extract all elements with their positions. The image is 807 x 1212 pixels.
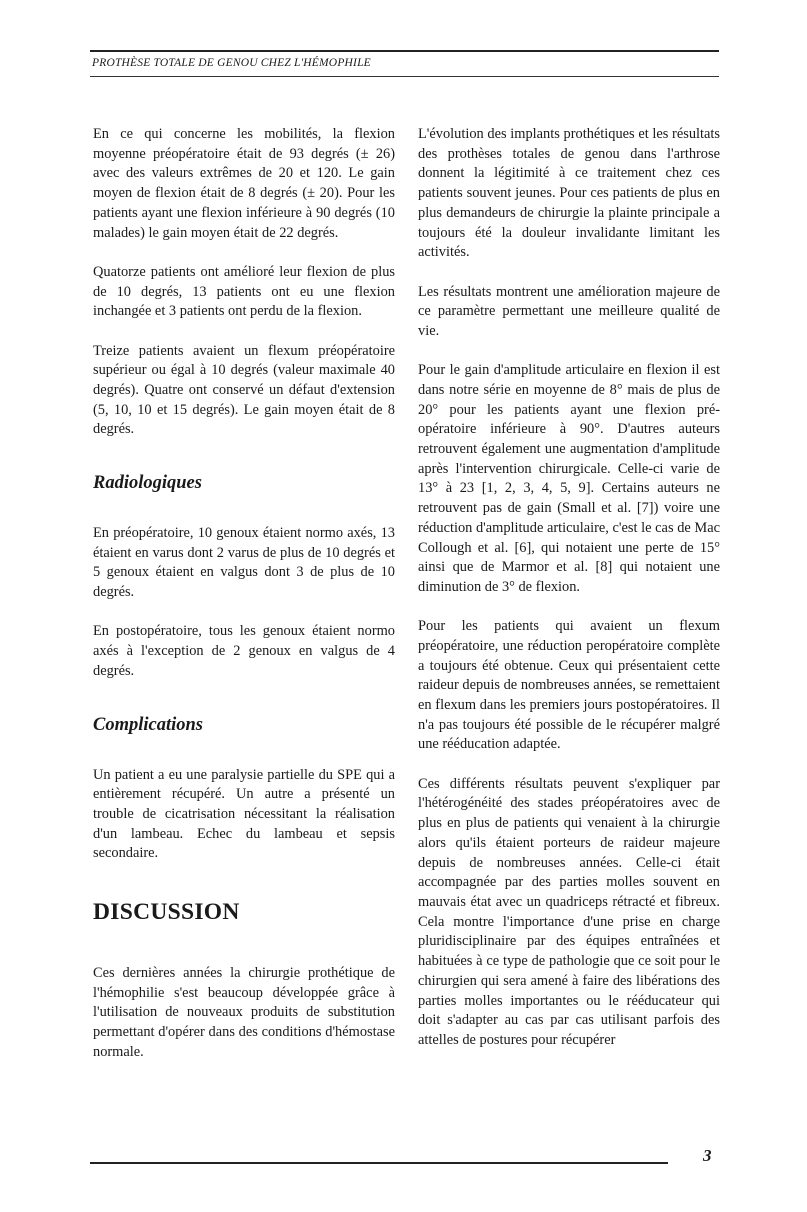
paragraph-mobilites: En ce qui concerne les mobilités, la flexion moyenne préopératoire était de 93 degrés (± 26) avec des valeurs extrêmes de 20 et 120. Le gain moyen de flexion était de 8 degrés (± 20). Pour les patients ayant une flexion inférieure à 90 degrés (10 malades) le gain moyen était de 22 degrés. — [93, 126, 395, 241]
header-rule — [90, 76, 719, 77]
heading-discussion: DISCUSSION — [93, 899, 240, 926]
left-column — [93, 125, 395, 1082]
paragraph-preoperatoire: En préopératoire, 10 genoux étaient normo axés, 13 étaient en varus dont 2 varus de plus de 10 degrés et 5 genoux étaient en valgus dont 3 de plus de 10 degrés. — [93, 525, 395, 601]
paragraph-flexum: Treize patients avaient un flexum préopératoire supérieur ou égal à 10 degrés (valeur maximale 40 degrés). Quatre ont conservé un défaut d'extension (5, 10, 10 et 15 degrés). Le gain moyen était de 8 degrés. — [93, 342, 395, 438]
paragraph-heterogeneite: Ces différents résultats peuvent s'expliquer par l'hétérogénéité des stades préopératoires avec de plus en plus de patients qui venaient à la chirurgie alors qu'ils étaient porteurs de raideur majeure depuis de nombreuses années. Celle-ci était accompagnée par des parties molles souvent en mauvais état avec un quadriceps rétracté et fibreux. Cela montre l'importance d'une prise en charge pluridisciplinaire par des équipes entraînées et habituées à ce type de pathologie que ce soit pour le chirurgien qui sera amené à faire des libérations des parties molles importantes ou le rééducateur qui doit s'adapter au cas par cas utilisant parfois des attelles de postures pour récupérer — [418, 775, 720, 1048]
paragraph-flexion: Quatorze patients ont amélioré leur flexion de plus de 10 degrés, 13 patients ont eu une flexion inchangée et 3 patients ont perdu de la flexion. — [93, 263, 395, 320]
paragraph-postoperatoire: En postopératoire, tous les genoux étaient normo axés à l'exception de 2 genoux en valgus de 4 degrés. — [93, 623, 395, 679]
paragraph-complications: Un patient a eu une paralysie partielle du SPE qui a entièrement récupéré. Un autre a présenté un trouble de cicatrisation nécessitant la réalisation d'un lambeau. Echec du lambeau et sepsis secondaire. — [93, 766, 395, 862]
top-rule — [90, 50, 719, 52]
bottom-rule — [90, 1162, 668, 1164]
running-title: PROTHÈSE TOTALE DE GENOU CHEZ L'HÉMOPHILE — [92, 57, 371, 69]
page-number: 3 — [703, 1146, 712, 1165]
paragraph-flexum-preop: Pour les patients qui avaient un flexum préopératoire, une réduction peropératoire complète a toujours été obtenue. Ceux qui présentaient cette raideur depuis de nombreuses années, se remettaient en flexum dans les premiers jours postopératoires. Il n'a pas toujours été possible de le récupérer malgré une rééducation adaptée. — [418, 618, 720, 753]
right-column — [418, 125, 720, 1070]
paragraph-gain-amplitude: Pour le gain d'amplitude articulaire en flexion il est dans notre série en moyenne de 8° mais de plus de 20° pour les patients ayant une flexion pré-opératoire inférieure à 90°. D'autres auteurs retrouvent également une augmentation d'amplitude après l'intervention chirurgicale. Celle-ci varie de 13° à 23 [1, 2, 3, 4, 5, 9]. Certains auteurs ne retrouvent pas de gain (Small et al. [7]) voire une réduction d'amplitude articulaire, c'est le cas de Mac Collough et al. [6], qui notaient une perte de 15° ainsi que de Marmor et al. [8] qui notaient une diminution de 3° de flexion. — [418, 362, 720, 595]
paragraph-implants: L'évolution des implants prothétiques et les résultats des prothèses totales de genou dans l'arthrose donnent la légitimité à ce traitement chez ces patients souvent jeunes. Pour ces patients de plus en plus demandeurs de chirurgie la plainte principale a toujours été la douleur invalidante limitant les activités. — [418, 126, 720, 261]
paragraph-resultats: Les résultats montrent une amélioration majeure de ce paramètre permettant une meilleure qualité de vie. — [418, 283, 720, 339]
paragraph-discussion-intro: Ces dernières années la chirurgie prothétique de l'hémophilie s'est beaucoup développée grâce à l'utilisation de nouveaux produits de substitution permettant d'opérer dans des conditions d'hémostase normale. — [93, 965, 395, 1060]
heading-complications: Complications — [93, 714, 203, 735]
heading-radiologiques: Radiologiques — [93, 473, 202, 494]
